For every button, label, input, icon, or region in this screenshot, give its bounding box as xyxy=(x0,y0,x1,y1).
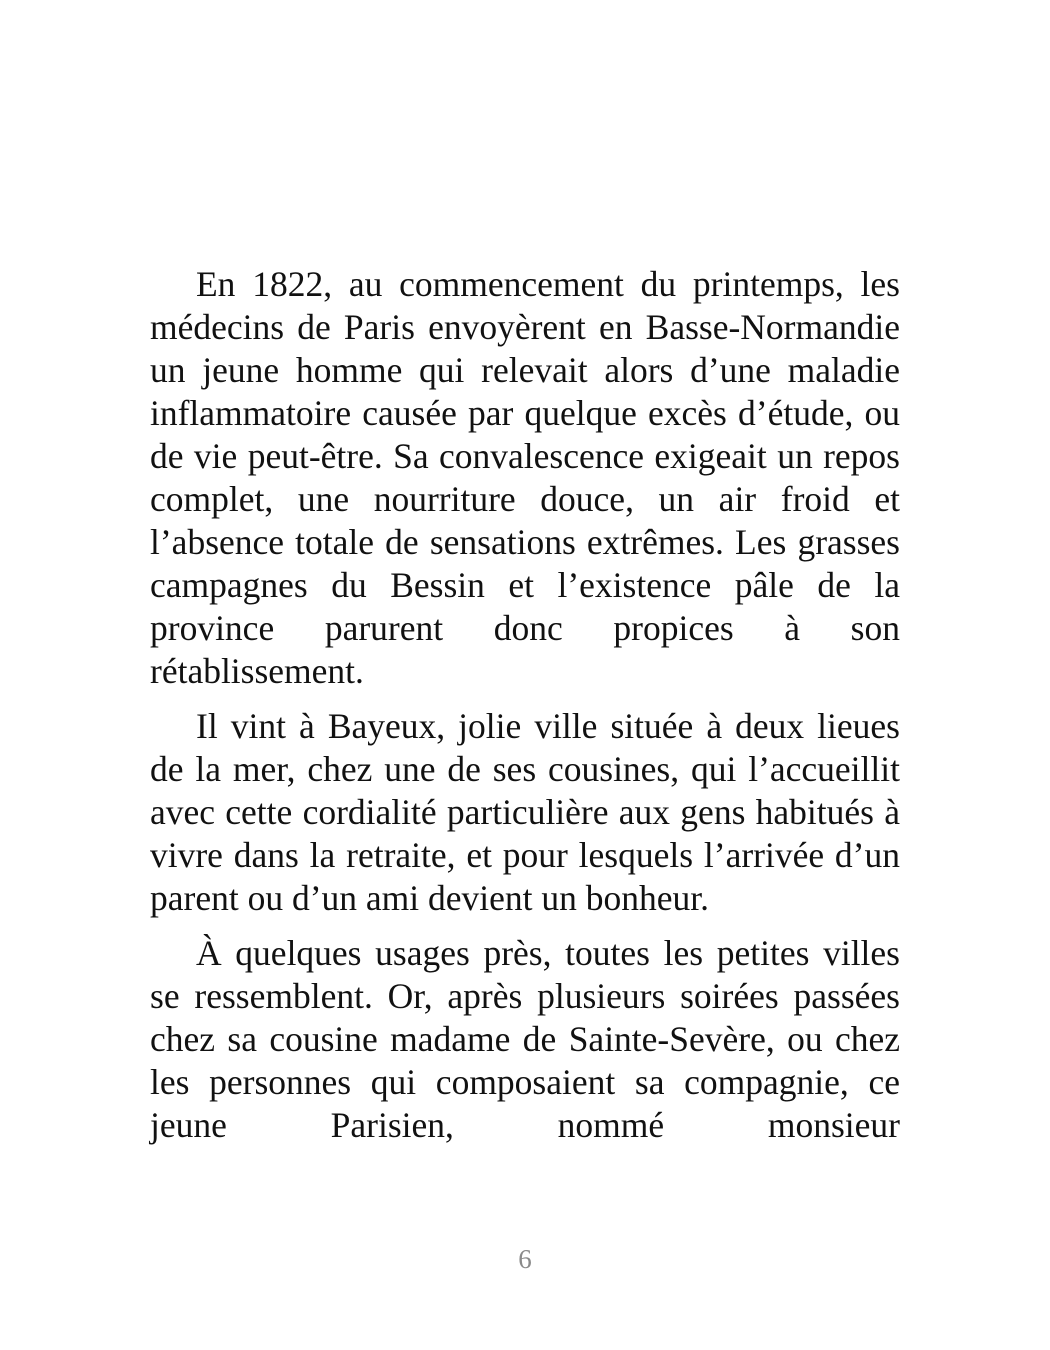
page-body-text xyxy=(150,263,900,1147)
page-number: 6 xyxy=(518,1244,532,1274)
paragraph-2: Il vint à Bayeux, jolie ville située à deux lieues de la mer, chez une de ses cousines, qui l’accueillit avec cette cordialité particulière aux gens habitués à vivre dans la retraite, et pour lesquels l’arrivée d’un parent ou d’un ami devient un bonheur. xyxy=(150,706,900,918)
paragraph-3: À quelques usages près, toutes les petites villes se ressemblent. Or, après plusieurs soirées passées chez sa cousine madame de Sainte-Sevère, ou chez les personnes qui composaient sa compagnie, ce jeune Parisien, nommé monsieur xyxy=(150,933,900,1145)
paragraph-1: En 1822, au commencement du printemps, les médecins de Paris envoyèrent en Basse-Normandie un jeune homme qui relevait alors d’une maladie inflammatoire causée par quelque excès d’étude, ou de vie peut-être. Sa convalescence exigeait un repos complet, une nourriture douce, un air froid et l’absence totale de sensations extrêmes. Les grasses campagnes du Bessin et l’existence pâle de la province parurent donc propices à son rétablissement. xyxy=(150,264,900,691)
